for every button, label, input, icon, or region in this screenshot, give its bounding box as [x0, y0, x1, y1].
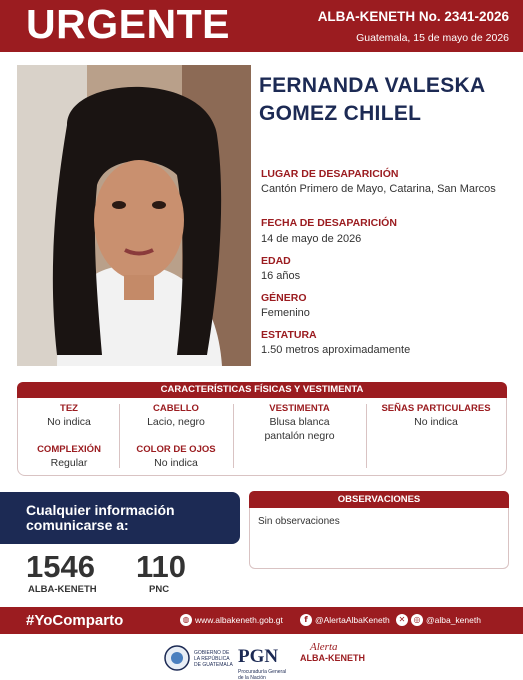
- location-value: Cantón Primero de Mayo, Catarina, San Marcos: [261, 183, 496, 195]
- hair-label: CABELLO: [153, 403, 199, 414]
- pgn-logo: PGN: [238, 646, 279, 667]
- complexion-tone-label: TEZ: [60, 403, 78, 414]
- missing-person-photo: [17, 65, 251, 366]
- facebook-icon: f: [300, 614, 312, 626]
- alba-keneth-phone[interactable]: 1546: [26, 549, 95, 584]
- eye-color-label: COLOR DE OJOS: [136, 444, 216, 455]
- pgn-subtitle: Procuraduría General de la Nación: [238, 669, 287, 680]
- distinguishing-marks-label: SEÑAS PARTICULARES: [381, 403, 491, 414]
- hashtag: #YoComparto: [26, 612, 124, 629]
- divider: [366, 404, 367, 468]
- clothing-label: VESTIMENTA: [269, 403, 330, 414]
- hair-value: Lacio, negro: [147, 416, 205, 428]
- pnc-caption: PNC: [149, 584, 170, 595]
- eye-color-value: No indica: [154, 457, 198, 469]
- urgent-title: URGENTE: [26, 1, 230, 47]
- place-date: Guatemala, 15 de mayo de 2026: [356, 32, 509, 44]
- contact-line-1: Cualquier información: [26, 502, 175, 518]
- alerta-logo-text: Alerta: [310, 641, 338, 653]
- gender-label: GÉNERO: [261, 292, 307, 304]
- social-handle[interactable]: @alba_keneth: [426, 615, 481, 625]
- case-number: ALBA-KENETH No. 2341-2026: [317, 9, 509, 24]
- website-link[interactable]: www.albakeneth.gob.gt: [195, 615, 283, 625]
- characteristics-title: CARACTERÍSTICAS FÍSICAS Y VESTIMENTA: [17, 382, 507, 398]
- pnc-phone[interactable]: 110: [136, 549, 187, 584]
- location-label: LUGAR DE DESAPARICIÓN: [261, 168, 399, 180]
- observations-title: OBSERVACIONES: [249, 491, 509, 508]
- name-line-2: GOMEZ CHILEL: [259, 102, 422, 125]
- name-line-1: FERNANDA VALESKA: [259, 74, 486, 97]
- x-icon: ✕: [396, 614, 408, 626]
- portrait-illustration: [17, 65, 251, 366]
- instagram-icon: ◎: [411, 614, 423, 626]
- alba-keneth-logo: ALBA-KENETH: [300, 653, 365, 663]
- height-value: 1.50 metros aproximadamente: [261, 344, 411, 356]
- height-label: ESTATURA: [261, 329, 317, 341]
- date-value: 14 de mayo de 2026: [261, 233, 362, 245]
- age-label: EDAD: [261, 255, 291, 267]
- observations-text: Sin observaciones: [258, 516, 340, 527]
- gender-value: Femenino: [261, 307, 310, 319]
- contact-text: [26, 503, 236, 533]
- alba-keneth-caption: ALBA-KENETH: [28, 584, 97, 595]
- person-name: [259, 72, 519, 128]
- logos-strip: [0, 634, 523, 680]
- guatemala-seal-icon: [163, 644, 191, 672]
- clothing-value-1: Blusa blanca: [269, 416, 330, 428]
- divider: [233, 404, 234, 468]
- age-value: 16 años: [261, 270, 301, 282]
- contact-line-2: comunicarse a:: [26, 517, 129, 533]
- government-text: GOBIERNO DE LA REPÚBLICA DE GUATEMALA: [194, 650, 233, 668]
- divider: [119, 404, 120, 468]
- globe-icon: ◍: [180, 614, 192, 626]
- build-value: Regular: [50, 457, 88, 469]
- facebook-link[interactable]: @AlertaAlbaKeneth: [315, 615, 390, 625]
- complexion-tone-value: No indica: [47, 416, 91, 428]
- date-label: FECHA DE DESAPARICIÓN: [261, 217, 397, 229]
- distinguishing-marks-value: No indica: [414, 416, 458, 428]
- clothing-value-2: pantalón negro: [264, 430, 335, 442]
- build-label: COMPLEXIÓN: [37, 444, 101, 455]
